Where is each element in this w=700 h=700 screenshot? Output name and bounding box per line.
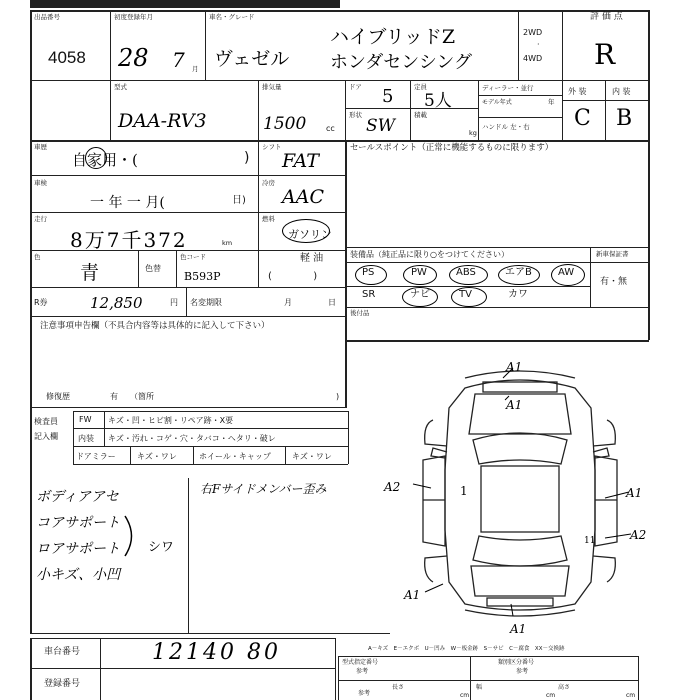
car-name-grade-label: 車名・グレード bbox=[209, 13, 255, 21]
yen-unit: 円 bbox=[170, 298, 178, 307]
interior-label: 内 装 bbox=[612, 87, 631, 96]
exterior-label: 外 装 bbox=[568, 87, 587, 96]
model-designation-label: 型式指定番号 bbox=[342, 659, 379, 666]
dealer-label: ディーラー・並行 bbox=[482, 84, 534, 92]
fw-row: キズ・凹・ヒビ割・リペア跡・X要 bbox=[108, 416, 234, 425]
lot-number: 4058 bbox=[48, 48, 86, 67]
lot-number-label: 出品番号 bbox=[34, 13, 60, 21]
note-small-scratches: 小キズ、小凹 bbox=[36, 567, 121, 583]
door-mirror-row: キズ・ワレ bbox=[137, 452, 177, 461]
equipment-label: 装備品（純正品に限り○をつけてください） bbox=[350, 250, 509, 259]
inspector-label1: 検査員 bbox=[34, 417, 58, 426]
grade-line2: ホンダセンシング bbox=[330, 52, 473, 73]
sales-point-label: セールスポイント（正常に機能するものに限ります） bbox=[350, 143, 554, 153]
car-damage-diagram bbox=[395, 360, 665, 620]
body-type-value: SW bbox=[366, 116, 396, 136]
top-banner bbox=[30, 0, 340, 8]
mark-a2-right: A2 bbox=[630, 528, 647, 542]
mark-a1-front-bumper: A1 bbox=[506, 360, 523, 374]
model-designation-ref: 参考 bbox=[356, 668, 369, 675]
inspection-day: 日) bbox=[232, 195, 246, 206]
equipment-leather: カワ bbox=[508, 289, 528, 300]
month-suffix: 月 bbox=[192, 65, 199, 73]
note-right-side-member: 右Fサイドメンバー歪み bbox=[200, 482, 327, 496]
drive-2wd: 2WD bbox=[523, 28, 543, 37]
model-value: DAA-RV3 bbox=[118, 110, 207, 132]
fuel-value: ガソリン bbox=[288, 228, 332, 241]
displacement-label: 排気量 bbox=[262, 83, 282, 91]
doors-value: 5 bbox=[382, 86, 394, 107]
equipment-abs: ABS bbox=[456, 267, 476, 278]
classification-label: 類別区分番号 bbox=[498, 659, 535, 666]
model-year-label: モデル年式 bbox=[482, 99, 512, 106]
interior-row-label: 内装 bbox=[78, 434, 94, 443]
repair-location: （箇所 bbox=[130, 392, 154, 401]
width-unit: cm bbox=[546, 692, 556, 699]
first-registration-year: 28 bbox=[118, 44, 149, 72]
crack-row: キズ・ワレ bbox=[292, 452, 332, 461]
width-label: 幅 bbox=[476, 684, 483, 691]
damage-legend: A－キズ E－エクボ U－凹み W－板金跡 S－サビ C－腐食 XX－交換跡 bbox=[368, 646, 565, 652]
meikou-day: 日 bbox=[328, 298, 336, 307]
drive-4wd: 4WD bbox=[523, 54, 543, 63]
fuel-paren: ( ) bbox=[268, 271, 318, 282]
mark-a1-right: A1 bbox=[626, 486, 643, 500]
meikou-label: 名変期限 bbox=[190, 298, 222, 307]
mark-1-left-door: 1 bbox=[460, 484, 468, 498]
height-unit: cm bbox=[626, 692, 636, 699]
recycle-label: R券 bbox=[34, 298, 48, 307]
use-value: 自家用・( bbox=[72, 151, 138, 169]
color-value: 青 bbox=[80, 262, 100, 284]
chassis-number-label: 車台番号 bbox=[44, 647, 81, 657]
mark-a1-rear-left: A1 bbox=[404, 588, 421, 602]
capacity-label: 定員 bbox=[414, 83, 427, 91]
aftermarket-label: 後付品 bbox=[350, 309, 370, 317]
repair-close: ) bbox=[336, 392, 340, 401]
interior-row: キズ・汚れ・コゲ・穴・タバコ・ヘタリ・破レ bbox=[108, 434, 276, 443]
inspection-label: 車検 bbox=[34, 179, 47, 187]
equipment-airbag-circle bbox=[498, 265, 540, 285]
new-car-warranty-label: 新車保証書 bbox=[596, 250, 629, 258]
drive-dot: · bbox=[537, 40, 540, 49]
inspector-label2: 記入欄 bbox=[34, 432, 58, 441]
exterior-grade: C bbox=[574, 106, 591, 131]
model-label: 型式 bbox=[114, 83, 127, 91]
mark-11-right-door: 11 bbox=[584, 536, 596, 546]
equipment-navi: ナビ bbox=[410, 289, 430, 300]
use-label: 車歴 bbox=[34, 143, 47, 151]
equipment-aw-circle bbox=[551, 264, 585, 286]
cc-unit: cc bbox=[326, 124, 335, 133]
equipment-abs-circle bbox=[449, 265, 488, 285]
interior-grade: B bbox=[616, 106, 633, 131]
handle-label: ハンドル 左・右 bbox=[482, 123, 530, 131]
fuel-circle bbox=[282, 219, 330, 243]
equipment-ps: PS bbox=[362, 267, 375, 278]
mark-a2-left: A2 bbox=[384, 480, 401, 494]
mileage-label: 走行 bbox=[34, 215, 47, 223]
use-circle bbox=[85, 147, 107, 169]
chassis-number-value: 12140 80 bbox=[152, 640, 281, 665]
color-code-value: B593P bbox=[184, 270, 221, 283]
model-year-suffix: 年 bbox=[548, 98, 555, 106]
grade-line1: ハイブリッドZ bbox=[330, 26, 456, 48]
inspection-value: 一 年 一 月( bbox=[90, 195, 165, 211]
note-body-repair: ボディアアセ bbox=[36, 489, 119, 505]
classification-ref: 参考 bbox=[516, 668, 529, 675]
km-unit: km bbox=[222, 239, 233, 247]
mileage-value: 8万7千372 bbox=[70, 228, 188, 252]
load-label: 積載 bbox=[414, 111, 427, 119]
bracket-mark bbox=[122, 514, 142, 558]
equipment-navi-circle bbox=[402, 287, 438, 307]
note-wrinkle: シワ bbox=[148, 540, 175, 555]
mark-a1-hood: A1 bbox=[506, 398, 523, 412]
notes-label: 注意事項申告欄（不具合内容等は具体的に記入して下さい） bbox=[40, 321, 270, 331]
equipment-pw-circle bbox=[403, 265, 437, 285]
cooler-value: AAC bbox=[282, 186, 324, 208]
fuel-light-oil: 軽 油 bbox=[300, 253, 324, 264]
body-type-label: 形状 bbox=[349, 111, 362, 119]
equipment-airbag: エアB bbox=[505, 267, 532, 278]
color-label: 色 bbox=[34, 253, 41, 261]
note-lower-support: ロアサポート bbox=[36, 541, 120, 557]
height-label: 高さ bbox=[558, 684, 571, 691]
kg-unit: kg bbox=[469, 129, 477, 137]
registration-number-label: 登録番号 bbox=[44, 679, 81, 689]
repair-history-value: 有 bbox=[110, 392, 118, 401]
meikou-month: 月 bbox=[284, 298, 292, 307]
equipment-sr: SR bbox=[362, 289, 376, 300]
equipment-pw: PW bbox=[411, 267, 427, 278]
score-value: R bbox=[594, 38, 616, 71]
displacement-value: 1500 bbox=[263, 114, 307, 134]
equipment-tv-circle bbox=[451, 287, 487, 307]
capacity-value: 5人 bbox=[424, 91, 452, 111]
door-mirror-label: ドアミラー bbox=[76, 452, 116, 461]
dimension-ref: 参考 bbox=[358, 690, 371, 697]
cooler-label: 冷房 bbox=[262, 179, 275, 187]
recycle-value: 12,850 bbox=[90, 294, 143, 312]
shift-value: FAT bbox=[282, 150, 319, 172]
equipment-ps-circle bbox=[355, 265, 387, 285]
color-code-label: 色コード bbox=[180, 253, 206, 261]
shift-label: シフト bbox=[262, 143, 282, 151]
equipment-tv: TV bbox=[459, 289, 472, 300]
equipment-aw: AW bbox=[558, 267, 575, 278]
mark-a1-rear: A1 bbox=[510, 622, 527, 636]
length-label: 長さ bbox=[392, 684, 405, 691]
wheel-cap-row: ホイール・キャップ bbox=[199, 452, 271, 461]
score-label: 評 価 点 bbox=[590, 12, 623, 22]
warranty-value: 有・無 bbox=[600, 277, 628, 287]
doors-label: ドア bbox=[349, 83, 362, 91]
color-change-label: 色替 bbox=[145, 264, 161, 273]
note-core-support: コアサポート bbox=[36, 515, 120, 531]
first-registration-label: 初度登録年月 bbox=[114, 13, 153, 21]
repair-history-label: 修復歴 bbox=[46, 392, 70, 401]
car-name: ヴェゼル bbox=[214, 48, 290, 70]
length-unit: cm bbox=[460, 692, 470, 699]
use-close-paren: ) bbox=[244, 150, 250, 166]
first-registration-month: 7 bbox=[172, 48, 185, 72]
fw-label: FW bbox=[79, 415, 92, 424]
fuel-label: 燃料 bbox=[262, 215, 275, 223]
